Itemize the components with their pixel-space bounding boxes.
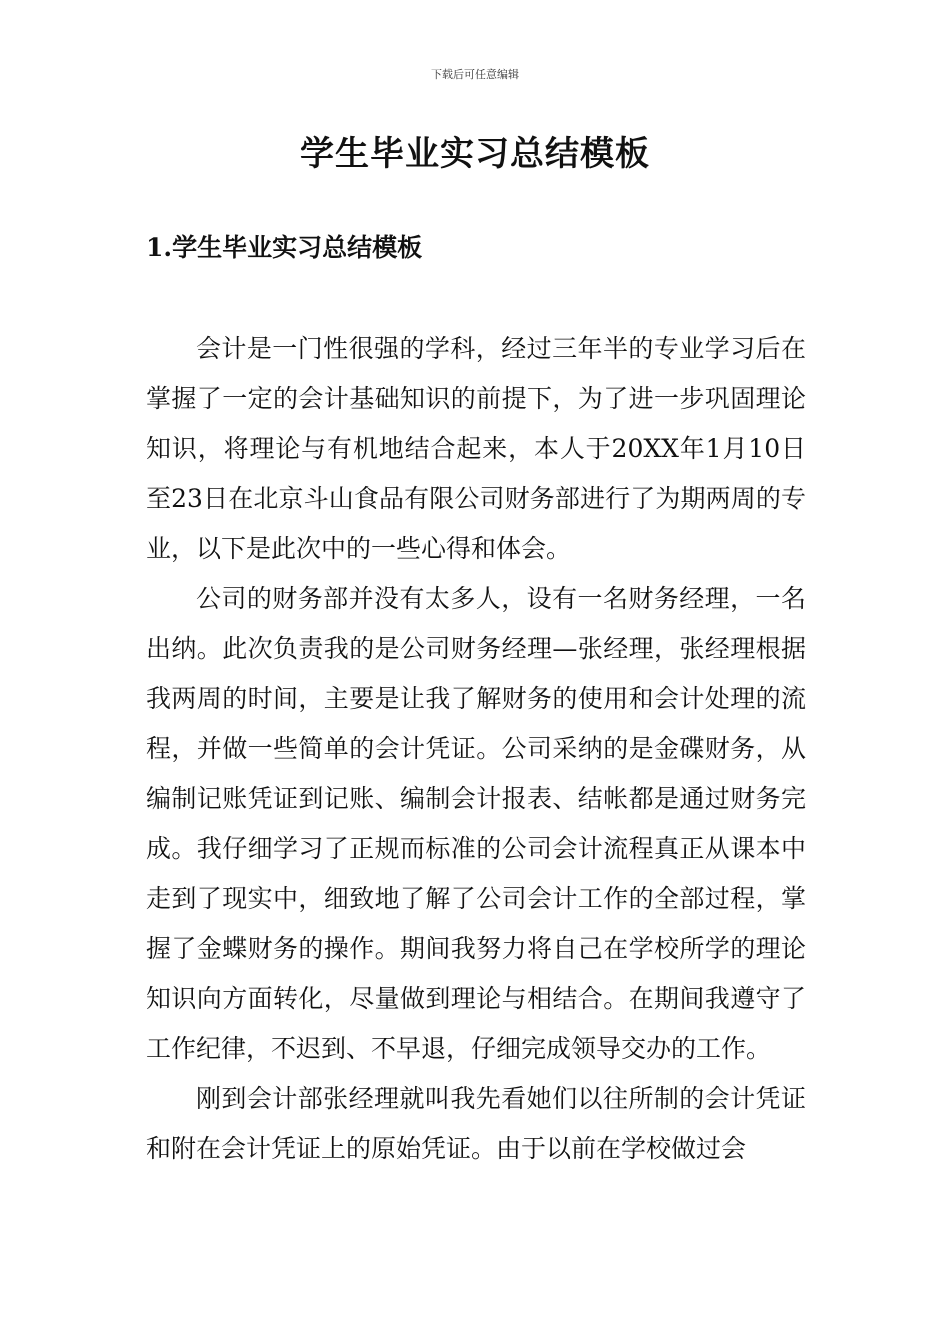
header-note: 下载后可任意编辑	[431, 68, 519, 81]
paragraph: 会计是一门性很强的学科，经过三年半的专业学习后在掌握了一定的会计基础知识的前提下，为了进一步巩固理论知识，将理论与有机地结合起来，本人于20XX年1月10日至23日在北京斗山食品有限公司财务部进行了为期两周的专业，以下是此次中的一些心得和体会。	[146, 334, 806, 563]
paragraph: 公司的财务部并没有太多人，设有一名财务经理，一名出纳。此次负责我的是公司财务经理—张经理，张经理根据我两周的时间，主要是让我了解财务的使用和会计处理的流程，并做一些简单的会计凭证。公司采纳的是金碟财务，从编制记账凭证到记账、编制会计报表、结帐都是通过财务完成。我仔细学习了正规而标准的公司会计流程真正从课本中走到了现实中，细致地了解了公司会计工作的全部过程，掌握了金蝶财务的操作。期间我努力将自己在学校所学的理论知识向方面转化，尽量做到理论与相结合。在期间我遵守了工作纪律，不迟到、不早退，仔细完成领导交办的工作。	[146, 584, 806, 1063]
section-heading: 1.学生毕业实习总结模板	[146, 233, 423, 262]
paragraph: 刚到会计部张经理就叫我先看她们以往所制的会计凭证和附在会计凭证上的原始凭证。由于以前在学校做过会	[146, 1084, 806, 1163]
document-title: 学生毕业实习总结模板	[300, 134, 650, 174]
body-text	[146, 324, 806, 1174]
